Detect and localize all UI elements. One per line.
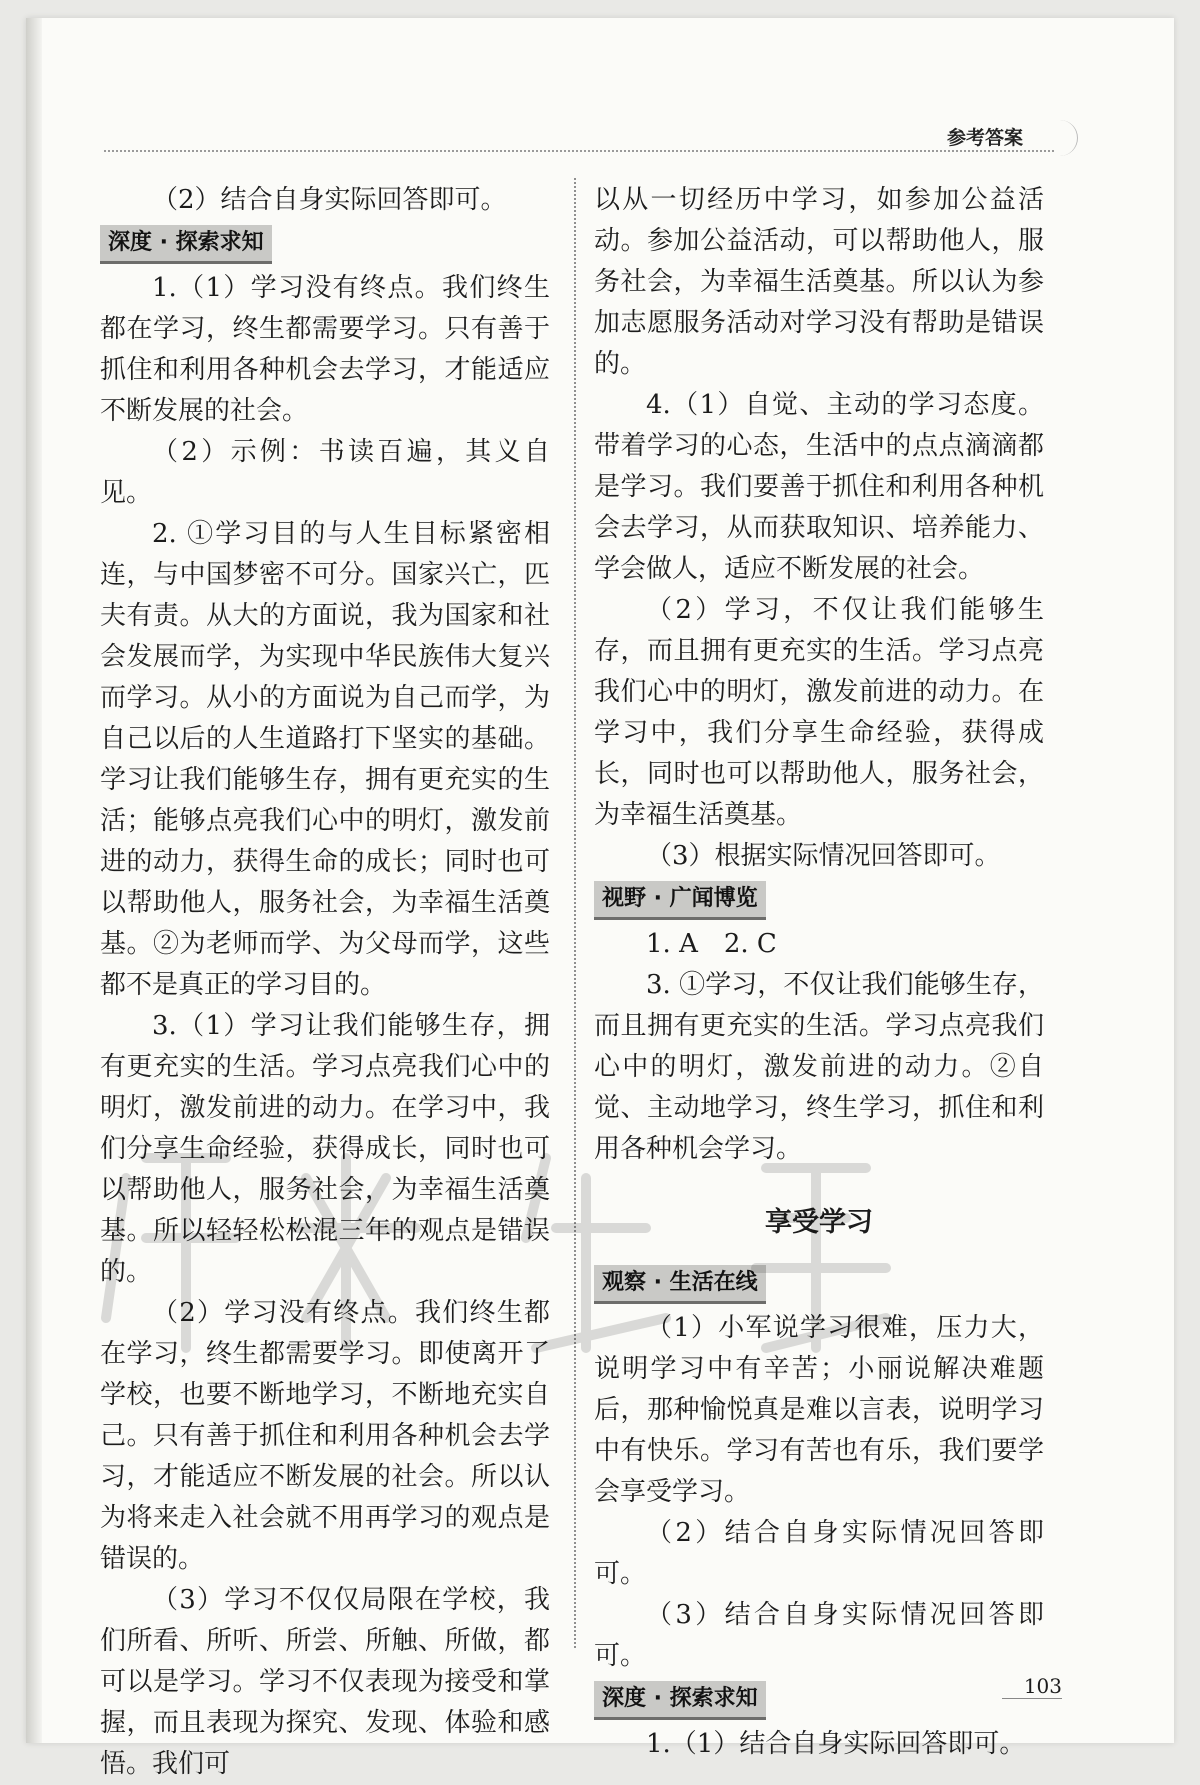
paragraph: （3）结合自身实际情况回答即可。 <box>594 1600 1044 1671</box>
header-rule <box>104 150 1054 152</box>
section-label-depth-2: 深度 · 探索求知 <box>594 1681 766 1720</box>
left-column <box>100 180 550 1785</box>
page-binding-shadow <box>26 18 42 1743</box>
paragraph: 2. ①学习目的与人生目标紧密相连，与中国梦密不可分。国家兴亡，匹夫有责。从大的方面说，我为国家和社会发展而学，为实现中华民族伟大复兴而学习。从小的方面说为自己而学，为自己以后的人生道路打下坚实的基础。学习让我们能够生存，拥有更充实的生活；能够点亮我们心中的明灯，激发前进的动力，获得生命的成长；同时也可以帮助他人，服务社会，为幸福生活奠基。②为老师而学、为父母而学，这些都不是真正的学习目的。 <box>100 519 550 1000</box>
lesson-title: 享受学习 <box>765 1207 873 1238</box>
paragraph: （3）根据实际情况回答即可。 <box>646 841 1001 871</box>
paragraph: 3.（1）学习让我们能够生存，拥有更充实的生活。学习点亮我们心中的明灯，激发前进的动力。在学习中，我们分享生命经验，获得成长，同时也可以帮助他人，服务社会，为幸福生活奠基。所以轻轻松松混三年的观点是错误的。 <box>100 1011 550 1287</box>
section-label-observe: 观察 · 生活在线 <box>594 1265 766 1304</box>
paragraph: 1. A 2. C <box>646 929 777 959</box>
paragraph: 1.（1）学习没有终点。我们终生都在学习，终生都需要学习。只有善于抓住和利用各种机会去学习，才能适应不断发展的社会。 <box>100 273 550 426</box>
column-divider <box>574 178 576 1648</box>
paragraph: （3）学习不仅仅局限在学校，我们所看、所听、所尝、所触、所做，都可以是学习。学习不仅表现为接受和掌握，而且表现为探究、发现、体验和感悟。我们可 <box>100 1585 550 1779</box>
paragraph: （2）结合自身实际回答即可。 <box>152 185 507 215</box>
paragraph: 4.（1）自觉、主动的学习态度。带着学习的心态，生活中的点点滴滴都是学习。我们要善于抓住和利用各种机会去学习，从而获取知识、培养能力、学会做人，适应不断发展的社会。 <box>594 390 1044 584</box>
paragraph: （1）小军说学习很难，压力大，说明学习中有辛苦；小丽说解决难题后，那种愉悦真是难以言表，说明学习中有快乐。学习有苦也有乐，我们要学会享受学习。 <box>594 1313 1044 1507</box>
paragraph: （2）结合自身实际情况回答即可。 <box>594 1518 1044 1589</box>
section-label-depth: 深度 · 探索求知 <box>100 225 272 264</box>
page-number: 103 <box>1002 1674 1062 1699</box>
paragraph: 以从一切经历中学习，如参加公益活动。参加公益活动，可以帮助他人，服务社会，为幸福生活奠基。所以认为参加志愿服务活动对学习没有帮助是错误的。 <box>594 185 1044 379</box>
paragraph: （2）示例：书读百遍，其义自见。 <box>100 437 550 508</box>
right-column <box>594 180 1044 1765</box>
paragraph: （2）学习没有终点。我们终生都在学习，终生都需要学习。即使离开了学校，也要不断地学习，不断地充实自己。只有善于抓住和利用各种机会去学习，才能适应不断发展的社会。所以认为将来走入社会就不用再学习的观点是错误的。 <box>100 1298 550 1574</box>
header-title: 参考答案 <box>941 120 1078 156</box>
document-page <box>26 18 1174 1779</box>
paragraph: （2）学习，不仅让我们能够生存，而且拥有更充实的生活。学习点亮我们心中的明灯，激发前进的动力。在学习中，我们分享生命经验，获得成长，同时也可以帮助他人，服务社会，为幸福生活奠基。 <box>594 595 1044 830</box>
paragraph: 1.（1）结合自身实际回答即可。 <box>646 1729 1026 1759</box>
paragraph: 3. ①学习，不仅让我们能够生存，而且拥有更充实的生活。学习点亮我们心中的明灯，激发前进的动力。②自觉、主动地学习，终生学习，抓住和利用各种机会学习。 <box>594 970 1044 1164</box>
section-label-vision: 视野 · 广闻博览 <box>594 881 766 920</box>
